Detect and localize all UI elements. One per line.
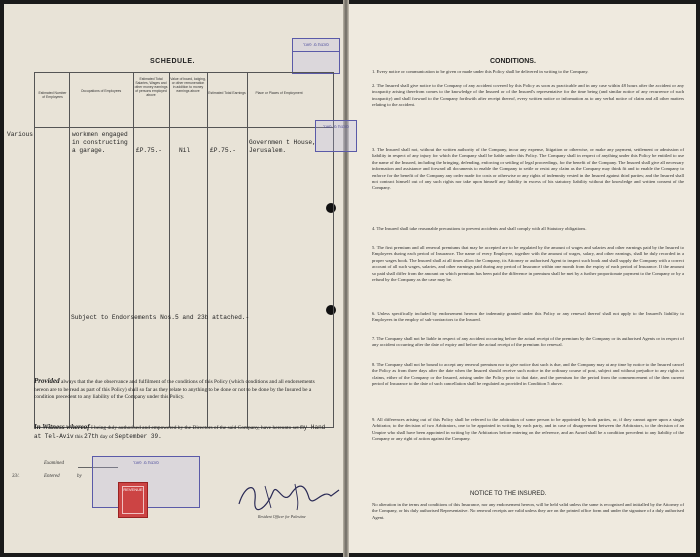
condition-7: 7. The Company shall not be liable in respect of any accident occurring before the actual receipt of the premium by the Company or its authorised Agents or in respect of any accident occurring after the date of expiry and before the actual receipt of the premium for renewal.: [372, 336, 684, 348]
condition-6: 6. Unless specifically included by endorsement hereon the indemnity granted under this Policy or any renewal thereof shall not apply to the Insured's liability to Employees in the employ of sub-contractors to the Insured.: [372, 311, 684, 323]
stamp-text: סוכנות מ. פוזנר: [133, 460, 159, 465]
entered-by: by: [77, 474, 82, 479]
cell-occupation-3: a garage.: [72, 147, 106, 154]
witness-place: my Hand at Tel-Aviv: [34, 424, 326, 440]
condition-9: 9. All differences arising out of this Policy shall be referred to the arbitration of some person to be appointed by both parties, or, if they cannot agree upon a single Arbitrator, to the decision of two Arbitrators, one to be appointed in writing by each party, and in case of disagreement between the Arbitrators, to the decision of an Umpire who shall have been appointed in writing by the Arbitrators before entering on the reference, and an Award shall be a condition precedent to any liability of the Company or any right of action against the Company.: [372, 417, 684, 442]
cell-number: Various: [7, 131, 33, 138]
provided-word: Provided: [34, 377, 60, 385]
folio-number: 33/.: [12, 474, 20, 479]
stamp-text: סוכנות מ. פוזנר: [323, 124, 349, 129]
header-salaries: Estimated Total Salaries, Wages and other money earnings of persons employed above: [134, 77, 168, 97]
cell-salaries: £P.75.-: [136, 147, 162, 154]
condition-1: 1. Every notice or communication to be given or made under this Policy shall be delivered in writing to the Company.: [372, 69, 589, 74]
condition-8: 8. The Company shall not be bound to accept any renewal premium nor to give notice that such is due, and the Company may at any time by notice to the Insured cancel the Policy as from three days after the date when the Insured should receive such notice in the ordinary course of post, subject and without prejudice to any rights or claims, either of the Company or the Insured, arising under the Policy prior to that date, and the premium for the period from the commencement of the then current period of Insurance to the date of such cancellation shall be regulated as provided in Condition 5 above.: [372, 362, 684, 387]
header-number: Estimated Number of Employees: [38, 91, 67, 99]
cell-board: Nil: [179, 147, 191, 154]
condition-5: 5. The first premium and all renewal premiums that may be accepted are to be regulated by the amount of wages and salaries and other earnings paid by the Insured to Employees during each period of Insurance. The name of every Employee, together with the amount of wages, salary, and other earnings, shall be duly recorded in a proper wages book. The Insured shall at all times allow the Company, its Attorney or authorised Agent to inspect such book and shall supply the Company with a correct account of all such wages, salaries, and other earnings paid during any period of Insurance within one month from the expiry of each period of Insurance. If the amount so paid shall differ from the amount on which premium has been paid the difference in premium shall be met by a further proportionate payment to the Company or by a refund by the Company as the case may be.: [372, 245, 684, 283]
provided-text: always that the due observance and fulfilment of the conditions of this Policy (which conditions and all endorsements hereon are to be read as part of this Policy) shall so far as they relate to anything to be done or not to be done by the Insured be a condition precedent to any liability of the Company under this Policy.: [34, 379, 315, 401]
cell-place-2: Jerusalem.: [249, 147, 287, 154]
company-caption: Resident Officer for Palestine: [258, 514, 306, 519]
witness-text-a: I being duly authorised and empowered by the Directors of the said Company, have hereunto set: [90, 425, 299, 431]
header-total: Estimated Total Earnings: [208, 91, 246, 95]
schedule-table: [7, 72, 334, 428]
condition-3: 3. The Insured shall not, without the written authority of the Company, incur any expense, litigation or otherwise, or make any payment, settlement or admission of liability in respect of any injury for which the Company shall be liable under this Policy. The Company shall in respect of anything under this Policy be entitled to use the name of the Insured, including the bringing, defending, enforcing or settling of legal proceedings, for the benefit of the Company. The Insured shall give all necessary information and assistance and forward all documents to enable the Company to settle or resist any claim as the Company may think fit and to enable the Company to enforce for the benefit of the Company any order made for costs or otherwise or any rights of indemnity vested in the Insured against third parties; and the Insured shall not contract himself out of any such rights nor take upon himself any liability in excess of his statutory liability without the knowledge and written consent of the Company.: [372, 147, 684, 191]
witness-word: In Witness whereof: [34, 423, 90, 431]
witness-clause: [34, 424, 326, 441]
endorsement-note: Subject to Endorsements Nos.5 and 23b attached.-: [71, 314, 250, 321]
agency-stamp-top: [292, 38, 340, 74]
header-place: Place or Places of Employment: [255, 91, 303, 95]
revenue-stamp-text: REVENUE: [122, 486, 144, 514]
cell-total: £P.75.-: [210, 147, 236, 154]
condition-2: 2. The Insured shall give notice to the Company of any accident covered by this Policy as soon as practicable and in any case within 48 hours after the accident or any incapacity arising therefrom comes to the knowledge of the Insured or of the Insured's representative for the time being (and similar notice of any recurrence of such incapacity) and shall forward to the Company forthwith after receipt thereof, every written notice or information as to any verbal notice of claim and all other matters relating to the accident.: [372, 83, 684, 108]
header-board: Value of board, lodging, or other remuneration in addition to money earnings above: [170, 77, 206, 93]
conditions-title: CONDITIONS.: [490, 58, 536, 65]
cell-place-1: Governmen t House,: [249, 139, 316, 146]
provided-clause: [34, 378, 326, 402]
revenue-stamp: [118, 482, 148, 518]
page-fold: [343, 0, 349, 557]
entered-label: Entered: [44, 474, 60, 479]
stamp-text: סוכנות מ. פוזנר: [303, 42, 329, 47]
witness-this: this: [74, 433, 83, 440]
signature: [235, 478, 345, 512]
cell-occupation-1: workmen engaged: [72, 131, 128, 138]
examined-label: Examined: [44, 461, 64, 466]
agency-stamp-mid: [315, 120, 357, 152]
notice-text: No alteration in the terms and conditions of this Insurance, nor any endorsement hereon, will be held valid unless the same is recognised and initialled by the Attorney of the Company, or his duly authorised Representative. No renewal receipts are valid unless they are on the printed office form and under the signature of a duly authorised Agent.: [372, 502, 684, 520]
schedule-title: SCHEDULE.: [150, 58, 195, 65]
condition-4: 4. The Insured shall take reasonable precautions to prevent accidents and shall comply with all Statutory obligations.: [372, 226, 587, 231]
notice-title: NOTICE TO THE INSURED.: [470, 491, 547, 497]
header-occupation: Occupations of Employees: [80, 89, 122, 93]
cell-occupation-2: in constructing: [72, 139, 128, 146]
witness-dayof: day of: [99, 433, 114, 440]
witness-month: September 39.: [114, 432, 162, 440]
witness-day: 27th: [84, 432, 99, 440]
